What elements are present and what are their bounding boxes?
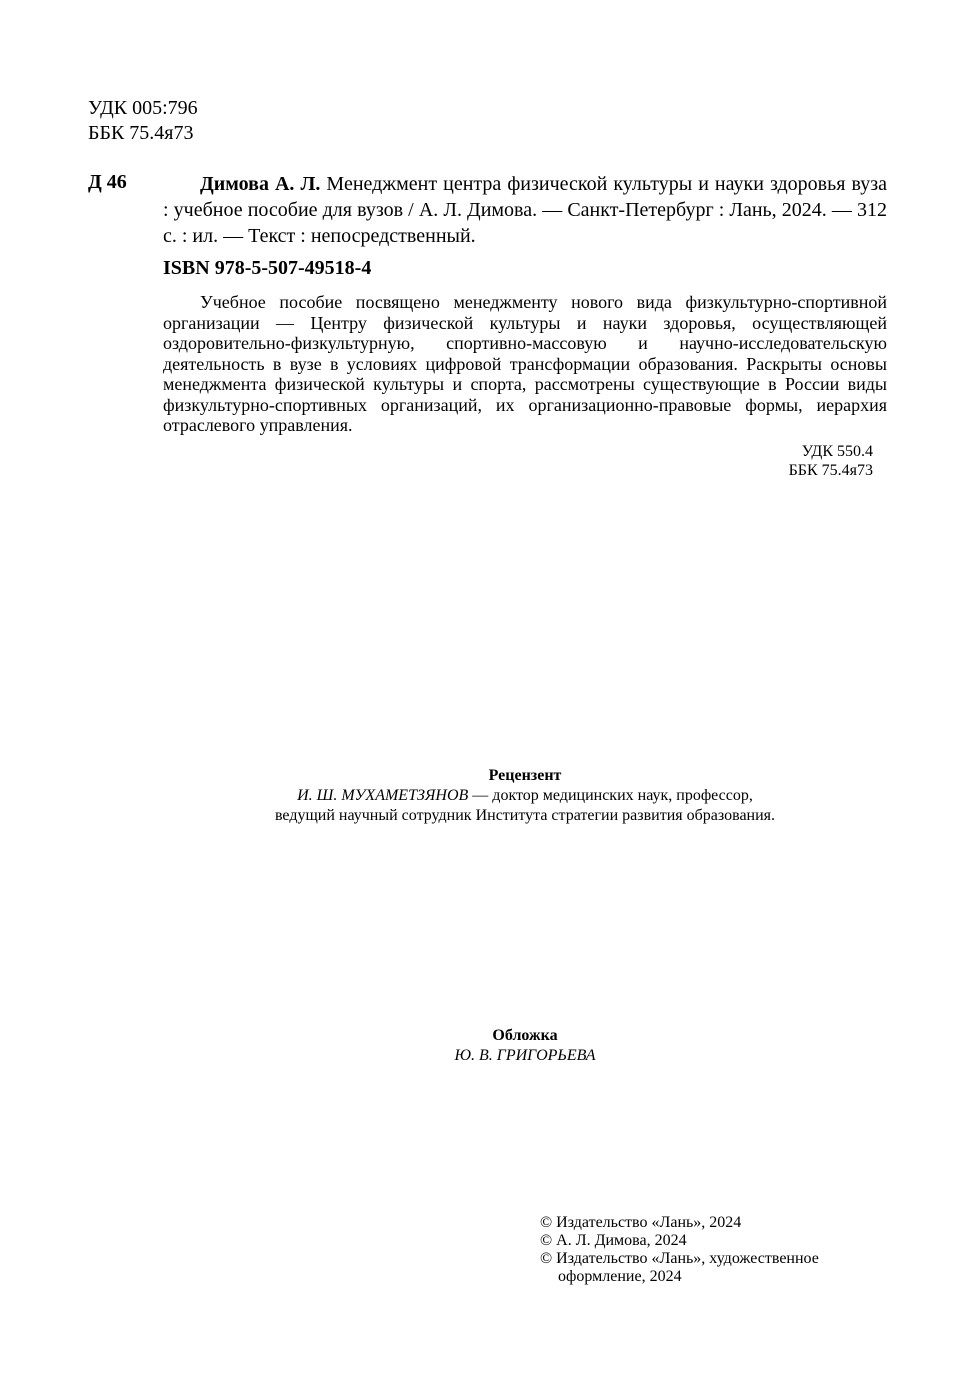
biblio-description: Менеджмент центра физической культуры и науки здоровья вуза : учебное пособие для вузов / А. Л. Димова. — Санкт-Петербург : Лань, 2024. — 312 с. : ил. — Текст : непосредственный. bbox=[163, 173, 888, 247]
biblio-author: Димова А. Л. bbox=[200, 173, 321, 195]
annotation: Учебное пособие посвящено менеджменту нового вида физкультурно-спортивной организации — Центру физической культуры и науки здоровья, осуществляющей оздоровительно-физкультурную, спортивно-массовую и научно-исследовательскую деятельность в вузе в условиях цифровой трансформации образования. Раскрыты основы менеджмента физической культуры и спорта, рассмотрены существующие в России виды физкультурно-спортивных организаций, их организационно-правовые формы, иерархия отраслевого управления. bbox=[163, 292, 887, 435]
bibliographic-record bbox=[163, 171, 887, 249]
reviewer-name: И. Ш. МУХАМЕТЗЯНОВ bbox=[297, 787, 469, 804]
cover-block bbox=[150, 1026, 900, 1066]
copyright-line: © Издательство «Лань», художественное bbox=[540, 1250, 819, 1267]
copyright-line: © А. Л. Димова, 2024 bbox=[540, 1232, 687, 1249]
bbk-code-right: ББК 75.4я73 bbox=[788, 462, 873, 479]
classification-block bbox=[88, 96, 198, 146]
copyright-line: © Издательство «Лань», 2024 bbox=[540, 1214, 742, 1231]
copyright-block bbox=[540, 1214, 819, 1286]
cover-designer: Ю. В. ГРИГОРЬЕВА bbox=[454, 1047, 596, 1064]
reviewer-heading: Рецензент bbox=[488, 767, 562, 784]
reviewer-desc2: ведущий научный сотрудник Института стратегии развития образования. bbox=[274, 807, 776, 824]
bbk-code: ББК 75.4я73 bbox=[88, 122, 194, 144]
udk-code: УДК 005:796 bbox=[88, 97, 198, 119]
udk-code-right: УДК 550.4 bbox=[801, 443, 873, 460]
cover-heading: Обложка bbox=[492, 1027, 558, 1044]
reviewer-block bbox=[150, 766, 900, 826]
classification-right bbox=[789, 442, 873, 480]
copyright-line: оформление, 2024 bbox=[558, 1268, 682, 1285]
isbn: ISBN 978-5-507-49518-4 bbox=[163, 257, 372, 279]
reviewer-line1 bbox=[150, 786, 900, 806]
reviewer-desc1: — доктор медицинских наук, профессор, bbox=[468, 787, 753, 804]
author-code: Д 46 bbox=[88, 171, 127, 193]
